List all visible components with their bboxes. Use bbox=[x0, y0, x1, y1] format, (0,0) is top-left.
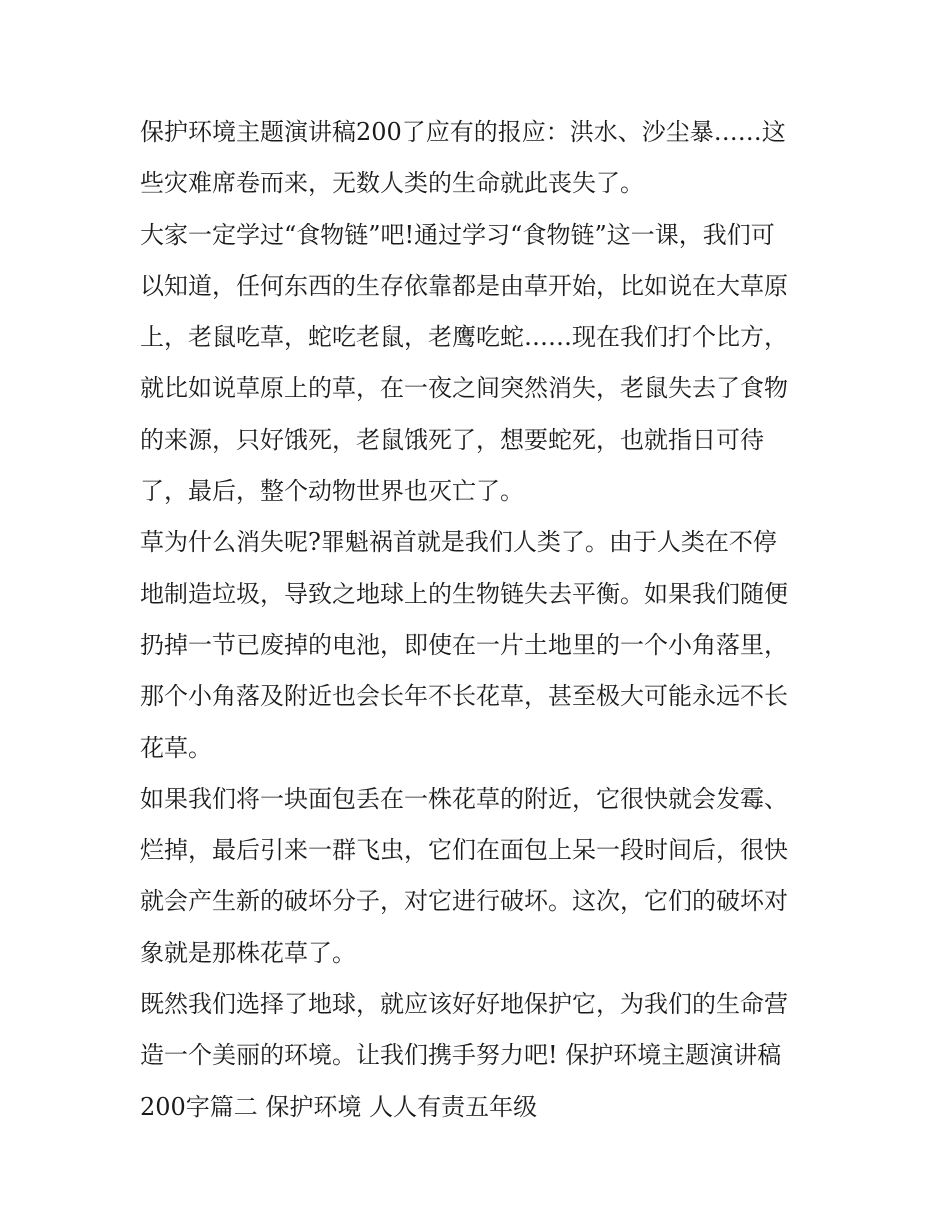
text-line: 草为什么消失呢?罪魁祸首就是我们人类了。由于人类在不停 bbox=[140, 528, 777, 557]
text-line: 大家一定学过“食物链”吧!通过学习“食物链”这一课，我们可 bbox=[140, 220, 775, 249]
text-line: 如果我们将一块面包丢在一株花草的附近，它很快就会发霉、 bbox=[140, 784, 788, 813]
text-line: 那个小角落及附近也会长年不长花草，甚至极大可能永远不长 bbox=[140, 682, 788, 711]
text-line: 象就是那株花草了。 bbox=[140, 938, 356, 967]
text-line: 既然我们选择了地球，就应该好好地保护它，为我们的生命营 bbox=[140, 990, 788, 1019]
text-line: 扔掉一节已废掉的电池，即使在一片土地里的一个小角落里， bbox=[140, 630, 788, 659]
text-line: 以知道，任何东西的生存依靠都是由草开始，比如说在大草原 bbox=[140, 271, 788, 300]
text-line: 些灾难席卷而来，无数人类的生命就此丧失了。 bbox=[140, 169, 644, 198]
text-line: 就会产生新的破坏分子，对它进行破坏。这次，它们的破坏对 bbox=[140, 887, 788, 916]
text-line: 保护环境主题演讲稿200了应有的报应：洪水、沙尘暴……这 bbox=[140, 118, 786, 146]
document-body bbox=[140, 107, 820, 1133]
text-line: 上，老鼠吃草，蛇吃老鼠，老鹰吃蛇……现在我们打个比方， bbox=[140, 323, 788, 352]
text-line: 地制造垃圾，导致之地球上的生物链失去平衡。如果我们随便 bbox=[140, 579, 788, 608]
text-line: 烂掉，最后引来一群飞虫，它们在面包上呆一段时间后，很快 bbox=[140, 836, 788, 865]
text-line: 造一个美丽的环境。让我们携手努力吧! 保护环境主题演讲稿 bbox=[140, 1041, 782, 1070]
text-line: 就比如说草原上的草，在一夜之间突然消失，老鼠失去了食物 bbox=[140, 374, 788, 403]
text-line: 200字篇二 保护环境 人人有责五年级 bbox=[140, 1092, 538, 1121]
text-line: 的来源，只好饿死，老鼠饿死了，想要蛇死，也就指日可待 bbox=[140, 425, 764, 454]
text-line: 花草。 bbox=[140, 733, 212, 762]
text-line: 了，最后，整个动物世界也灭亡了。 bbox=[140, 477, 524, 506]
